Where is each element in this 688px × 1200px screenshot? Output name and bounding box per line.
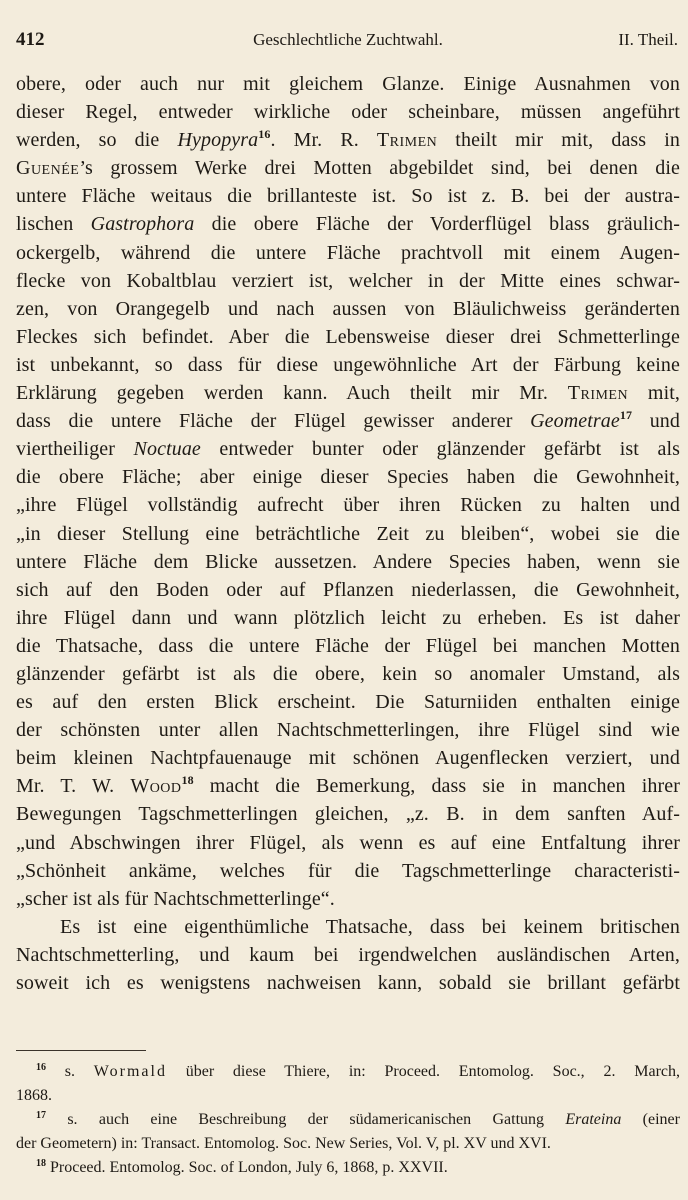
footnote-17-cont: der Geometern) in: Transact. Entomolog. Soc. New Series, Vol. V, pl. XV und XVI. bbox=[16, 1135, 551, 1152]
text-line: „ihre Flügel vollständig aufrecht über ihren Rücken zu halten und bbox=[16, 494, 680, 517]
text-line bbox=[16, 407, 680, 435]
paragraph-2 bbox=[16, 913, 680, 997]
page-header bbox=[16, 28, 680, 52]
text-run: Mr. T. W. bbox=[16, 775, 131, 798]
text-run: ’s grossem Werke drei Motten abgebildet sind, bei denen die bbox=[79, 157, 680, 180]
person-name: Guenée bbox=[16, 157, 80, 180]
text-run: lischen bbox=[16, 213, 91, 236]
page-number: 412 bbox=[16, 29, 45, 50]
text-line: flecke von Kobaltblau verziert ist, welcher in der Mitte eines schwar- bbox=[16, 269, 680, 292]
taxon-name: Erateina bbox=[565, 1111, 622, 1128]
footnote-ref: 18 bbox=[181, 773, 194, 788]
text-run: viertheiliger bbox=[16, 438, 134, 461]
text-line: „in dieser Stellung eine beträchtliche Zeit zu bleiben“, wobei sie die bbox=[16, 522, 680, 545]
taxon-name: Geometrae bbox=[530, 410, 620, 433]
text-run: macht die Bemerkung, dass sie in manchen ihrer bbox=[193, 775, 680, 798]
text-line: der schönsten unter allen Nachtschmetterlingen, ihre Flügel sind wie bbox=[16, 719, 680, 742]
text-line: ihre Flügel dann und wann plötzlich leicht zu erheben. Es ist daher bbox=[16, 606, 680, 629]
text-line: „scher ist als für Nachtschmetterlinge“. bbox=[16, 887, 335, 910]
text-line: „Schönheit ankäme, welches für die Tagschmetterlinge characteristi- bbox=[16, 859, 680, 882]
running-title: Geschlechtliche Zuchtwahl. bbox=[253, 30, 443, 49]
text-line bbox=[16, 435, 680, 463]
text-run: über diese Thiere, in: Proceed. Entomolog. Soc., 2. March, bbox=[166, 1063, 680, 1080]
text-run: und bbox=[632, 410, 680, 433]
text-line: soweit ich es wenigstens nachweisen kann, sobald sie brillant gefärbt bbox=[16, 972, 680, 994]
text-line: beim kleinen Nachtpfauenauge mit schönen Augenflecken verziert, und bbox=[16, 747, 680, 770]
footnote-17 bbox=[16, 1108, 680, 1132]
taxon-name: Noctuae bbox=[133, 438, 201, 461]
text-line bbox=[16, 379, 680, 407]
text-line: die obere Fläche; aber einige dieser Species haben die Gewohnheit, bbox=[16, 466, 680, 489]
footnote-ref: 17 bbox=[619, 408, 633, 423]
text-line bbox=[16, 210, 680, 238]
text-run: theilt mir mit, dass in bbox=[437, 129, 680, 152]
paragraph-1 bbox=[16, 70, 680, 913]
text-line: „und Abschwingen ihrer Flügel, als wenn es auf eine Entfaltung ihrer bbox=[16, 831, 680, 854]
text-run: s. bbox=[46, 1063, 94, 1080]
text-run: entweder bunter oder glänzender gefärbt ist als bbox=[200, 438, 680, 461]
footnotes bbox=[16, 1060, 680, 1180]
text-run: Proceed. Entomolog. Soc. of London, July 6, 1868, p. XXVII. bbox=[46, 1159, 448, 1176]
taxon-name: Hypopyra bbox=[177, 129, 259, 152]
person-name: Trimen bbox=[567, 382, 629, 405]
text-line: ockergelb, während die untere Fläche prachtvoll mit einem Augen- bbox=[16, 241, 680, 264]
text-line: sich auf den Boden oder auf Pflanzen niederlassen, die Gewohnheit, bbox=[16, 578, 680, 601]
part-label: II. Theil. bbox=[618, 30, 678, 49]
footnote-number: 18 bbox=[36, 1158, 46, 1169]
text-line: untere Fläche dem Blicke aussetzen. Andere Species haben, wenn sie bbox=[16, 550, 680, 573]
text-line: dieser Regel, entweder wirkliche oder scheinbare, müssen angeführt bbox=[16, 101, 680, 124]
person-name: Trimen bbox=[376, 129, 438, 152]
footnote-18 bbox=[16, 1156, 680, 1180]
text-line: untere Fläche weitaus die brillanteste ist. So ist z. B. bei der austra- bbox=[16, 185, 680, 208]
text-run: Erklärung gegeben werden kann. Auch theilt mir Mr. bbox=[16, 382, 568, 405]
text-line bbox=[16, 154, 680, 182]
text-line bbox=[16, 126, 680, 154]
text-line: Es ist eine eigenthümliche Thatsache, dass bei keinem britischen bbox=[60, 915, 680, 938]
text-run: (einer bbox=[621, 1111, 680, 1128]
footnote-number: 16 bbox=[36, 1062, 46, 1073]
text-line: die Thatsache, dass die untere Fläche der Flügel bei manchen Motten bbox=[16, 634, 680, 657]
text-line: Fleckes sich befindet. Aber die Lebensweise dieser drei Schmetterlinge bbox=[16, 325, 680, 348]
text-line: ist unbekannt, so dass für diese ungewöhnliche Art der Färbung keine bbox=[16, 353, 680, 376]
text-run: s. auch eine Beschreibung der südamericanischen Gattung bbox=[46, 1111, 566, 1128]
text-run: werden, so die bbox=[16, 129, 178, 152]
text-line: glänzender gefärbt ist als die obere, kein so anomaler Umstand, als bbox=[16, 662, 680, 685]
text-line: zen, von Orangegelb und nach aussen von Bläulichweiss geränderten bbox=[16, 297, 680, 320]
text-line: Bewegungen Tagschmetterlingen gleichen, „z. B. in dem sanften Auf- bbox=[16, 803, 680, 826]
taxon-name: Gastrophora bbox=[90, 213, 195, 236]
footnote-16-cont: 1868. bbox=[16, 1087, 52, 1104]
text-line: es auf den ersten Blick erscheint. Die Saturniiden enthalten einige bbox=[16, 691, 680, 714]
text-run: . Mr. R. bbox=[270, 129, 377, 152]
text-run: mit, bbox=[628, 382, 680, 405]
text-line: obere, oder auch nur mit gleichem Glanze. Einige Ausnahmen von bbox=[16, 73, 680, 95]
text-line: Nachtschmetterling, und kaum bei irgendwelchen ausländischen Arten, bbox=[16, 943, 680, 966]
footnote-divider bbox=[16, 1050, 146, 1051]
person-name: Wormald bbox=[93, 1063, 167, 1080]
footnote-ref: 16 bbox=[258, 127, 271, 142]
footnote-16 bbox=[16, 1060, 680, 1084]
text-run: die obere Fläche der Vorderflügel blass gräulich- bbox=[194, 213, 680, 236]
footnote-number: 17 bbox=[36, 1110, 46, 1121]
person-name: Wood bbox=[130, 775, 182, 798]
body-text bbox=[16, 70, 680, 997]
text-line bbox=[16, 772, 680, 800]
text-run: dass die untere Fläche der Flügel gewisser anderer bbox=[16, 410, 531, 433]
